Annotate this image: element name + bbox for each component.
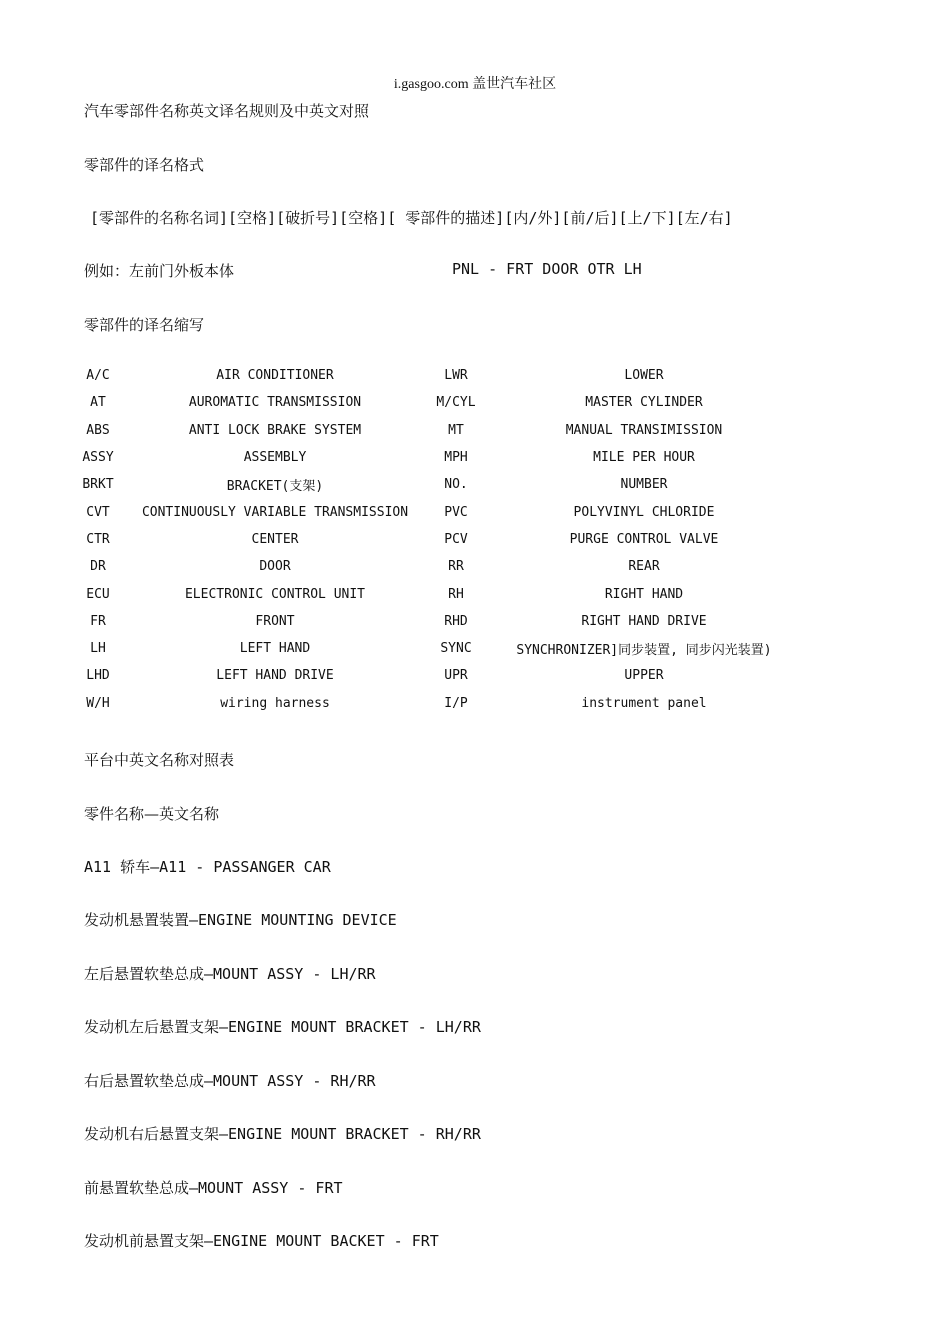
abbr-meaning: ELECTRONIC CONTROL UNIT [184, 586, 365, 602]
abbr-code: AT [90, 395, 106, 411]
abbr-code: RR [448, 559, 464, 575]
abbr-meaning: LOWER [624, 368, 664, 384]
part-line: 前悬置软垫总成—MOUNT ASSY - FRT [84, 1179, 343, 1197]
abbr-meaning: LEFT HAND [239, 641, 311, 657]
abbr-meaning: instrument panel [581, 695, 707, 711]
abbr-meaning: MANUAL TRANSIMISSION [565, 422, 723, 438]
abbr-row [70, 362, 800, 389]
abbr-code: RH [448, 586, 464, 602]
abbr-meaning: MILE PER HOUR [593, 450, 695, 466]
abbr-meaning: REAR [628, 559, 660, 575]
abbr-row [70, 471, 800, 498]
abbr-code: LWR [444, 368, 468, 384]
abbr-code: LH [90, 641, 106, 657]
abbr-code: BRKT [82, 477, 114, 493]
abbr-row [70, 389, 800, 416]
part-line: 发动机前悬置支架—ENGINE MOUNT BACKET - FRT [84, 1232, 439, 1250]
abbr-code: I/P [444, 695, 468, 711]
example-label: 例如：左前门外板本体 [84, 262, 235, 280]
abbr-meaning: wiring harness [220, 695, 330, 711]
abbr-code: RHD [444, 613, 468, 629]
abbr-row [70, 444, 800, 471]
abbr-code: CVT [86, 504, 110, 520]
part-line: 发动机右后悬置支架—ENGINE MOUNT BRACKET - RH/RR [84, 1125, 481, 1143]
format-heading: 零部件的译名格式 [84, 156, 205, 174]
abbr-code: ABS [86, 422, 110, 438]
abbr-code: NO. [444, 477, 468, 493]
abbr-meaning: BRACKET(支架) [226, 479, 324, 495]
abbr-code: DR [90, 559, 106, 575]
abbr-code: FR [90, 613, 106, 629]
abbr-code: MT [448, 422, 464, 438]
abbr-meaning: PURGE CONTROL VALVE [569, 531, 719, 547]
example-value: PNL - FRT DOOR OTR LH [452, 260, 642, 278]
abbr-code: LHD [86, 668, 110, 684]
abbr-meaning: DOOR [259, 559, 291, 575]
abbr-meaning: CENTER [251, 531, 299, 547]
abbr-code: MPH [444, 450, 468, 466]
abbr-code: PVC [444, 504, 468, 520]
abbr-row [70, 526, 800, 553]
abbr-row [70, 498, 800, 525]
abbr-meaning: RIGHT HAND DRIVE [581, 613, 707, 629]
parts-heading: 零件名称—英文名称 [84, 805, 220, 823]
part-line: 右后悬置软垫总成—MOUNT ASSY - RH/RR [84, 1072, 376, 1090]
platform-heading: 平台中英文名称对照表 [84, 751, 235, 769]
document-title: 汽车零部件名称英文译名规则及中英文对照 [84, 102, 370, 120]
part-line: A11 轿车—A11 - PASSANGER CAR [84, 858, 331, 876]
abbr-meaning: UPPER [624, 668, 664, 684]
abbr-row [70, 417, 800, 444]
part-line: 左后悬置软垫总成—MOUNT ASSY - LH/RR [84, 965, 376, 983]
abbr-meaning: ASSEMBLY [243, 450, 307, 466]
abbr-meaning: LEFT HAND DRIVE [216, 668, 334, 684]
abbr-code: ASSY [82, 450, 114, 466]
abbr-meaning: SYNCHRONIZER]同步装置, 同步闪光装置) [516, 643, 772, 659]
abbr-code: A/C [86, 368, 110, 384]
abbr-meaning: POLYVINYL CHLORIDE [573, 504, 715, 520]
abbr-code: W/H [86, 695, 110, 711]
abbr-meaning: MASTER CYLINDER [585, 395, 703, 411]
abbr-row [70, 608, 800, 635]
abbr-meaning: AUROMATIC TRANSMISSION [188, 395, 362, 411]
example-row [84, 260, 784, 281]
abbr-code: UPR [444, 668, 468, 684]
page-header: i.gasgoo.com 盖世汽车社区 [393, 77, 557, 92]
abbr-code: SYNC [440, 641, 472, 657]
abbr-meaning: ANTI LOCK BRAKE SYSTEM [188, 422, 362, 438]
abbr-row [70, 580, 800, 607]
abbr-meaning: RIGHT HAND [604, 586, 684, 602]
abbr-row [70, 553, 800, 580]
abbr-meaning: FRONT [255, 613, 295, 629]
abbreviation-table [70, 362, 800, 717]
abbr-heading: 零部件的译名缩写 [84, 316, 205, 334]
format-rule: [零部件的名称名词][空格][破折号][空格][ 零部件的描述][内/外][前/后][上/下][左/右] [90, 209, 733, 227]
abbr-meaning: NUMBER [620, 477, 668, 493]
abbr-row [70, 662, 800, 689]
abbr-code: CTR [86, 531, 110, 547]
abbr-meaning: CONTINUOUSLY VARIABLE TRANSMISSION [141, 504, 409, 520]
abbr-code: ECU [86, 586, 110, 602]
abbr-row [70, 635, 800, 662]
abbr-meaning: AIR CONDITIONER [216, 368, 334, 384]
abbr-row [70, 690, 800, 717]
part-line: 发动机悬置装置—ENGINE MOUNTING DEVICE [84, 911, 397, 929]
part-line: 发动机左后悬置支架—ENGINE MOUNT BRACKET - LH/RR [84, 1018, 481, 1036]
abbr-code: M/CYL [436, 395, 476, 411]
abbr-code: PCV [444, 531, 468, 547]
